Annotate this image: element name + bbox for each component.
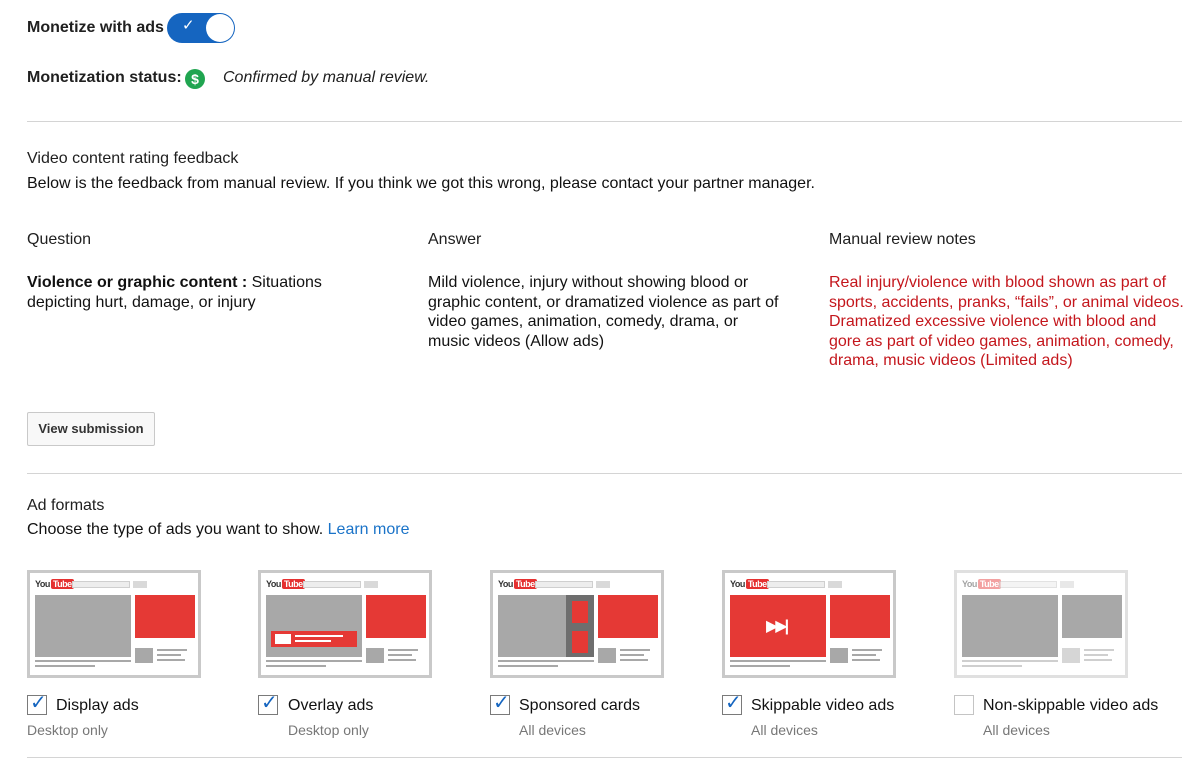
ad-formats-description-text: Choose the type of ads you want to show. bbox=[27, 521, 324, 538]
learn-more-link[interactable]: Learn more bbox=[327, 521, 410, 538]
ad-formats-title: Ad formats bbox=[27, 497, 105, 514]
overlay-ads-thumbnail bbox=[258, 570, 432, 678]
status-value: Confirmed by manual review. bbox=[223, 69, 430, 86]
monetize-toggle[interactable] bbox=[167, 13, 235, 43]
status-label: Monetization status: bbox=[27, 69, 182, 86]
check-icon: ✓ bbox=[30, 692, 47, 714]
display-ads-label: Display ads bbox=[56, 697, 139, 714]
sponsored-card-panel bbox=[566, 595, 594, 657]
dollar-icon: $ bbox=[185, 69, 205, 89]
rating-description: Below is the feedback from manual review. If you think we got this wrong, please contact your partner manager. bbox=[27, 175, 815, 192]
youtube-logo: You Tube bbox=[498, 579, 535, 589]
display-ads-availability: Desktop only bbox=[27, 722, 108, 738]
display-ad-block bbox=[135, 595, 195, 638]
overlay-ad-banner bbox=[271, 631, 357, 647]
youtube-logo: You Tube bbox=[730, 579, 767, 589]
divider bbox=[27, 121, 1182, 122]
skippable-video-ads-availability: All devices bbox=[751, 722, 818, 738]
sponsored-cards-checkbox[interactable] bbox=[490, 692, 510, 715]
non-skippable-video-ads-label: Non-skippable video ads bbox=[983, 697, 1159, 714]
skippable-video-ads-thumbnail bbox=[722, 570, 896, 678]
divider bbox=[27, 473, 1182, 474]
sponsored-cards-thumbnail bbox=[490, 570, 664, 678]
non-skippable-video-ads-thumbnail bbox=[954, 570, 1128, 678]
view-submission-button[interactable]: View submission bbox=[27, 412, 155, 446]
answer-text: Mild violence, injury without showing blood or graphic content, or dramatized violence as part of video games, animation, comedy, drama, or music videos (Allow ads) bbox=[428, 274, 779, 350]
overlay-ads-label: Overlay ads bbox=[288, 697, 374, 714]
question-header: Question bbox=[27, 231, 92, 248]
monetize-label: Monetize with ads bbox=[27, 19, 164, 36]
question-description: Situations depicting hurt, damage, or injury bbox=[27, 274, 322, 311]
divider bbox=[27, 757, 1182, 758]
youtube-logo: You Tube bbox=[266, 579, 303, 589]
skip-forward-icon: ▶▶| bbox=[766, 618, 787, 635]
toggle-knob bbox=[206, 14, 234, 42]
display-ads-thumbnail bbox=[27, 570, 201, 678]
skippable-video-ads-checkbox[interactable] bbox=[722, 692, 742, 715]
check-icon: ✓ bbox=[725, 692, 742, 714]
notes-header: Manual review notes bbox=[829, 231, 976, 248]
review-notes-text: Real injury/violence with blood shown as part of sports, accidents, pranks, “fails”, or animal videos. Dramatized excessive violence with blood and gore as part of video games, animation, comedy, drama, music videos (Limited ads) bbox=[829, 274, 1184, 369]
overlay-ads-availability: Desktop only bbox=[288, 722, 369, 738]
question-category: Violence or graphic content : bbox=[27, 274, 248, 291]
check-icon: ✓ bbox=[493, 692, 510, 714]
ad-formats-description bbox=[27, 521, 409, 539]
video-ad-player bbox=[730, 595, 826, 657]
check-icon: ✓ bbox=[182, 17, 195, 34]
sponsored-cards-availability: All devices bbox=[519, 722, 586, 738]
non-skippable-video-ads-checkbox[interactable] bbox=[954, 695, 974, 715]
skippable-video-ads-label: Skippable video ads bbox=[751, 697, 895, 714]
non-skippable-video-ads-availability: All devices bbox=[983, 722, 1050, 738]
rating-title: Video content rating feedback bbox=[27, 150, 239, 167]
display-ads-checkbox[interactable] bbox=[27, 692, 47, 715]
overlay-ads-checkbox[interactable] bbox=[258, 692, 278, 715]
question-text bbox=[27, 273, 387, 312]
youtube-logo: You Tube bbox=[35, 579, 72, 589]
youtube-logo: You Tube bbox=[962, 579, 999, 589]
sponsored-cards-label: Sponsored cards bbox=[519, 697, 640, 714]
answer-header: Answer bbox=[428, 231, 482, 248]
check-icon: ✓ bbox=[261, 692, 278, 714]
